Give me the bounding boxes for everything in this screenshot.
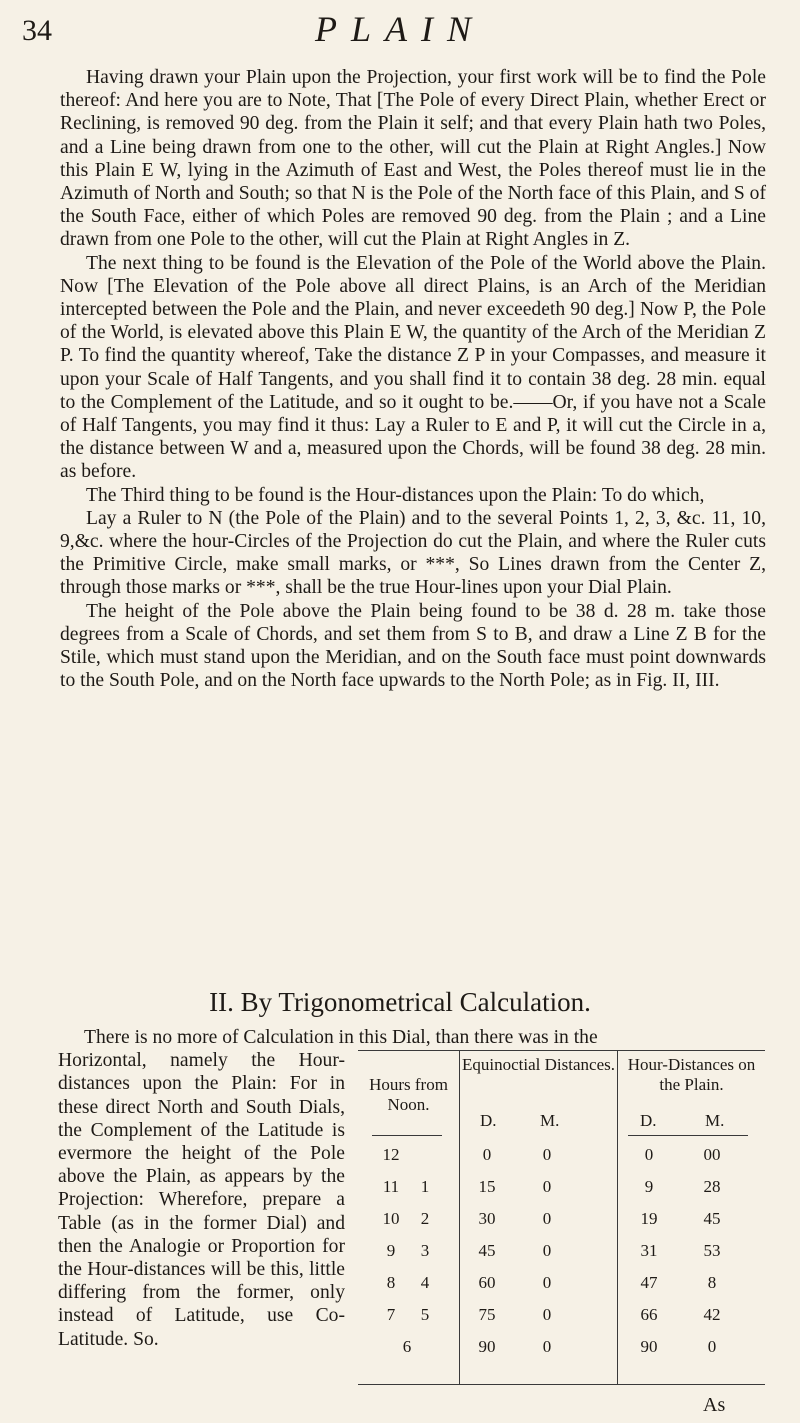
plain-minutes: 00: [703, 1145, 721, 1164]
hour-morning: 9: [386, 1241, 396, 1260]
plain-minutes: 28: [703, 1177, 721, 1196]
equinoctial-degrees: 45: [478, 1241, 496, 1260]
plain-minutes: 45: [703, 1209, 721, 1228]
equinoctial-degrees: 30: [478, 1209, 496, 1228]
plain-degrees: 31: [640, 1241, 658, 1260]
hour-morning: 7: [386, 1305, 396, 1324]
header-plain-distances: Hour-Distances on the Plain.: [627, 1055, 756, 1094]
paragraph-stile: The height of the Pole above the Plain being found to be 38 d. 28 m. take those degrees from a Scale of Chords, and set them from S to B, and draw a Line Z B for the Stile, which must stand upon the Meridian, and on the South face must point downwards to the South Pole, and on the North face upwards to the North Pole; as in Fig. II, III.: [60, 600, 766, 692]
hour-distance-table: [358, 1050, 765, 1385]
section-heading: II. By Trigonometrical Calculation.: [209, 987, 591, 1017]
column-divider: [617, 1051, 618, 1384]
hour-afternoon: 3: [420, 1241, 430, 1260]
hour-morning: 11: [382, 1177, 400, 1196]
equinoctial-minutes: 0: [542, 1177, 552, 1196]
plain-minutes: 0: [707, 1337, 717, 1356]
plain-minutes: 8: [707, 1273, 717, 1292]
subheader-degrees: D.: [640, 1111, 657, 1130]
hour-morning: 6: [402, 1337, 412, 1356]
header-hours-from-noon: Hours from Noon.: [369, 1075, 448, 1114]
plain-degrees: 19: [640, 1209, 658, 1228]
plain-minutes: 53: [703, 1241, 721, 1260]
plain-degrees: 9: [644, 1177, 654, 1196]
equinoctial-minutes: 0: [542, 1145, 552, 1164]
equinoctial-minutes: 0: [542, 1209, 552, 1228]
paragraph-elevation: The next thing to be found is the Elevation of the Pole of the World above the Plain. Now [The Elevation of the Pole above all direct Plains, is an Arch of the Meridian intercepted between the Pole and the Plain, and never exceedeth 90 deg.] Now P, the Pole of the World, is elevated above this Plain E W, the quantity of the Arch of the Meridian Z P. To find the quantity whereof, Take the distance Z P in your Compasses, and measure it upon your Scale of Half Tangents, and you shall find it to contain 38 deg. 28 min. equal to the Complement of the Latitude, and so it ought to be.——Or, if you have not a Scale of Half Tangents, you may find it thus: Lay a Ruler to E and P, it will cut the Circle in a, the distance between W and a, measured upon the Chords, will be found 38 deg. 28 min. as before.: [60, 252, 766, 483]
hour-afternoon: 4: [420, 1273, 430, 1292]
paragraph-ruler: Lay a Ruler to N (the Pole of the Plain) and to the several Points 1, 2, 3, &c. 11, 10, 9,&c. where the hour-Circles of the Projection do cut the Plain, and where the Ruler cuts the Primitive Circle, make small marks, or ***, So Lines drawn from the Center Z, through those marks or ***, shall be the true Hour-lines upon your Dial Plain.: [60, 507, 766, 599]
hour-afternoon: 2: [420, 1209, 430, 1228]
calculation-continuation: Horizontal, namely the Hour-distances upon the Plain: For in these direct North and South Dials, the Complement of the Latitude is evermore the height of the Pole above the Plain, as appears by the Projection: Wherefore, prepare a Table (as in the former Dial) and then the Analogie or Proportion for the Hour-distances will be this, little differing from the former, only instead of Latitude, use Co-Latitude. So.: [58, 1050, 345, 1350]
subheader-degrees: D.: [480, 1111, 497, 1130]
paragraph-third-thing: The Third thing to be found is the Hour-distances upon the Plain: To do which,: [86, 484, 705, 506]
header-equinoctial-distances: Equinoctial Distances.: [462, 1055, 615, 1074]
equinoctial-minutes: 0: [542, 1241, 552, 1260]
plain-degrees: 47: [640, 1273, 658, 1292]
plain-minutes: 42: [703, 1305, 721, 1324]
header-rule: [628, 1135, 748, 1136]
running-head: PLAIN: [314, 9, 485, 49]
subheader-minutes: M.: [705, 1111, 725, 1130]
page-number: 34: [22, 14, 52, 47]
equinoctial-minutes: 0: [542, 1305, 552, 1324]
equinoctial-degrees: 60: [478, 1273, 496, 1292]
catchword: As: [703, 1394, 726, 1416]
equinoctial-degrees: 90: [478, 1337, 496, 1356]
paragraph-pole: Having drawn your Plain upon the Projection, your first work will be to find the Pole thereof: And here you are to Note, That [The Pole of every Direct Plain, whether Erect or Reclining, is removed 90 deg. from the Plain it self; and that every Plain hath two Poles, and a Line being drawn from one to the other, will cut the Plain at Right Angles.] Now this Plain E W, lying in the Azimuth of East and West, the Poles thereof must lie in the Azimuth of North and South; so that N is the Pole of the North face of this Plain, and S of the South Face, either of which Poles are removed 90 deg. from the Plain ; and a Line drawn from one Pole to the other, will cut the Plain at Right Angles in Z.: [60, 67, 766, 251]
equinoctial-degrees: 15: [478, 1177, 496, 1196]
column-divider: [459, 1051, 460, 1384]
body-text: [60, 66, 766, 692]
plain-degrees: 66: [640, 1305, 658, 1324]
hour-afternoon: 5: [420, 1305, 430, 1324]
hour-morning: 10: [382, 1209, 400, 1228]
plain-degrees: 0: [644, 1145, 654, 1164]
equinoctial-minutes: 0: [542, 1337, 552, 1356]
equinoctial-minutes: 0: [542, 1273, 552, 1292]
calculation-first-line: There is no more of Calculation in this Dial, than there was in the: [84, 1027, 598, 1048]
equinoctial-degrees: 75: [478, 1305, 496, 1324]
plain-degrees: 90: [640, 1337, 658, 1356]
hour-morning: 12: [382, 1145, 400, 1164]
subheader-minutes: M.: [540, 1111, 560, 1130]
hour-morning: 8: [386, 1273, 396, 1292]
header-rule: [372, 1135, 442, 1136]
equinoctial-degrees: 0: [482, 1145, 492, 1164]
hour-afternoon: 1: [420, 1177, 430, 1196]
